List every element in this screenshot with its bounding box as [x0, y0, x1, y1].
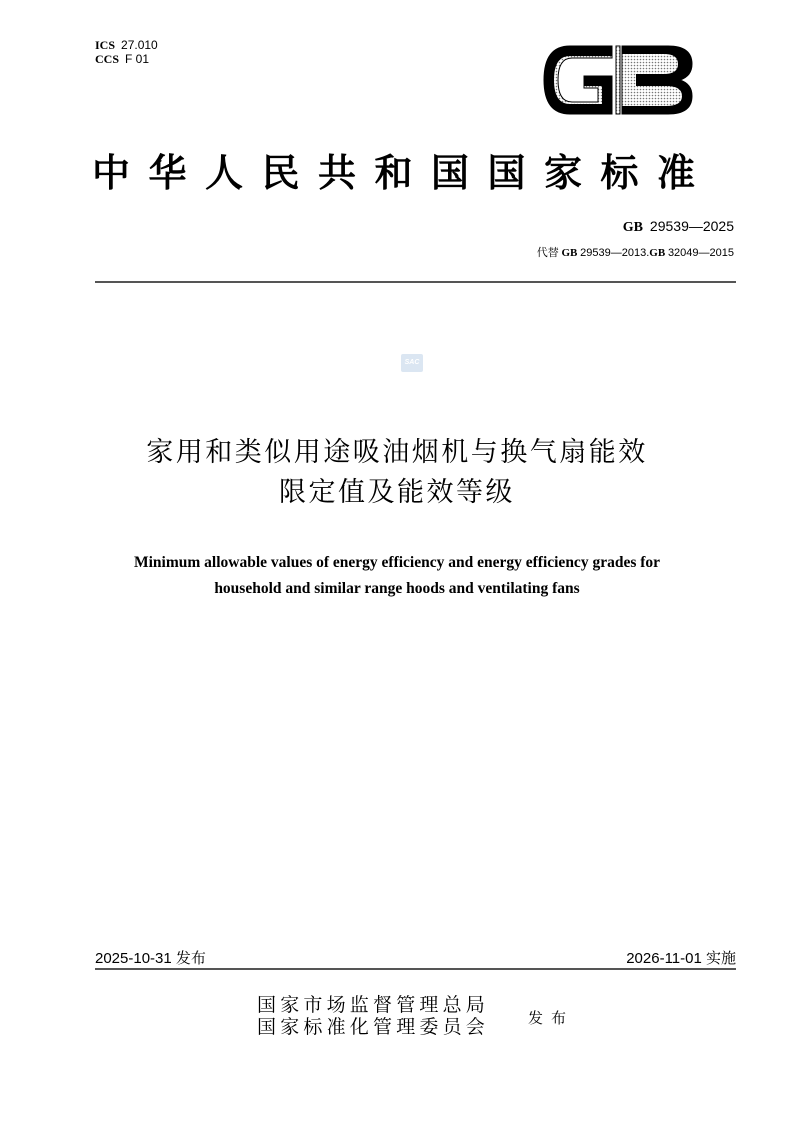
footer-divider	[95, 968, 736, 970]
publisher-samr: 国家市场监督管理总局	[257, 994, 490, 1016]
standard-number: GB 29539—2025	[622, 218, 734, 235]
implementation-date: 2026-11-01 实施	[626, 950, 736, 967]
document-title-cn	[0, 432, 794, 512]
sac-watermark-icon: SAC	[401, 354, 423, 372]
title-cn-line1: 家用和类似用途吸油烟机与换气扇能效	[146, 437, 648, 467]
gb-logo-icon	[540, 40, 695, 120]
ccs-code: CCS F 01	[95, 52, 150, 66]
title-en-line2: household and similar range hoods and ventilating fans	[214, 580, 580, 597]
title-en-line1: Minimum allowable values of energy efficiency and energy efficiency grades for	[133, 554, 661, 571]
classification-codes	[95, 38, 158, 66]
title-cn-line2: 限定值及能效等级	[279, 477, 515, 507]
issue-date: 2025-10-31 发布	[95, 950, 206, 967]
publishers	[257, 994, 489, 1038]
header-divider	[95, 281, 736, 283]
publisher-sac: 国家标准化管理委员会	[257, 1016, 490, 1038]
publish-label: 发布	[528, 1009, 575, 1027]
national-standard-title: 中华人民共和国国家标准	[92, 150, 714, 195]
ics-code: ICS 27.010	[95, 38, 158, 52]
document-title-en	[0, 550, 794, 602]
replaces-standards: 代替 GB 29539—2013.GB 32049—2015	[536, 246, 734, 259]
